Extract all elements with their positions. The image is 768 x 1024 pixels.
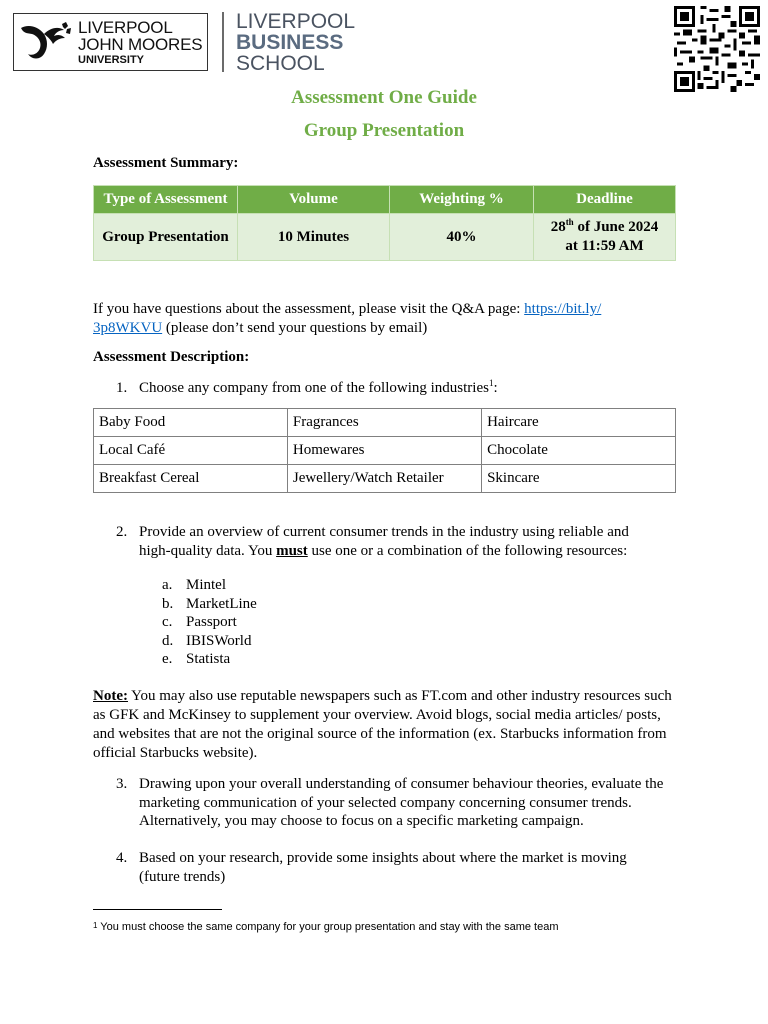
footnote-ref[interactable]: 1 — [488, 378, 494, 388]
item-text: Based on your research, provide some insights about where the market is moving (future trends) — [139, 850, 627, 885]
item-number: 2. — [116, 524, 128, 540]
assessment-weighting: 40% — [390, 214, 534, 261]
footnote — [93, 921, 559, 933]
logo-divider — [222, 12, 224, 72]
item-number: 1. — [116, 380, 128, 396]
deadline-time: at 11:59 AM — [565, 238, 644, 254]
list-item — [116, 775, 676, 831]
item-number: 3. — [116, 776, 128, 792]
assessment-volume: 10 Minutes — [238, 214, 390, 261]
resource-letter: c. — [162, 614, 173, 630]
resource-name: Passport — [186, 614, 237, 630]
item1-text: Choose any company from one of the following industries — [139, 380, 489, 396]
deadline-suffix: th — [565, 217, 574, 227]
table-row — [94, 214, 676, 261]
lbs-logo — [236, 11, 355, 74]
deadline-day: 28 — [550, 219, 566, 235]
footnote-divider — [93, 909, 222, 910]
table-row — [94, 465, 676, 493]
assessment-deadline — [534, 214, 676, 261]
page-title: Assessment One Guide — [291, 87, 477, 108]
lbs-line1: LIVERPOOL — [236, 10, 356, 33]
item2-post: use one or a combination of the following resources: — [307, 542, 628, 559]
qa-link-part1: https://bit.ly/ — [524, 301, 602, 317]
note-label: Note: — [93, 688, 128, 704]
industry-cell: Homewares — [287, 437, 481, 465]
resource-letter: e. — [162, 651, 173, 667]
summary-heading: Assessment Summary: — [93, 155, 239, 171]
table-row — [94, 437, 676, 465]
resource-name: Statista — [186, 651, 231, 667]
list-item — [116, 379, 676, 398]
ljmu-line3: UNIVERSITY — [78, 54, 145, 66]
footnote-number: 1 — [93, 921, 98, 930]
note-text: You may also use reputable newspapers such as FT.com and other industry resources such as GFK and McKinsey to supplement your overview. Avoid blogs, social media articles/ posts, and websites that are not the original source of the information (ex. Starbucks information from official Starbucks website). — [93, 688, 672, 761]
footnote-text: You must choose the same company for your group presentation and stay with the same team — [97, 921, 559, 933]
ljmu-line1: LIVERPOOL — [78, 18, 173, 37]
column-header: Volume — [238, 186, 390, 214]
assessment-type: Group Presentation — [94, 214, 238, 261]
item-text: Drawing upon your overall understanding of consumer behaviour theories, evaluate the marketing communication of your selected company concerning consumer trends. Alternatively, you may choose to focus on a specific marketing campaign. — [139, 776, 664, 829]
industry-cell: Baby Food — [94, 409, 288, 437]
qa-text-before: If you have questions about the assessment, please visit the Q&A page: — [93, 301, 525, 317]
note-paragraph — [93, 687, 679, 763]
item2-pre: high-quality data. You — [139, 542, 277, 559]
lbs-line3: SCHOOL — [236, 52, 325, 75]
ljmu-logo — [13, 13, 208, 71]
resource-letter: d. — [162, 632, 174, 649]
liver-bird-icon — [18, 20, 74, 64]
item2-must: must — [276, 542, 308, 559]
table-header-row — [94, 186, 676, 214]
table-row — [94, 409, 676, 437]
qa-link-part2: 3p8WKVU — [93, 320, 163, 336]
qr-code-icon[interactable] — [674, 6, 760, 92]
ljmu-line2: JOHN MOORES — [78, 35, 203, 54]
list-item — [116, 523, 676, 560]
column-header: Type of Assessment — [94, 186, 238, 214]
item-text — [139, 523, 676, 560]
description-heading: Assessment Description: — [93, 349, 250, 365]
industries-table — [93, 408, 676, 493]
industry-cell: Haircare — [482, 409, 676, 437]
qa-paragraph — [93, 300, 683, 338]
item1-end: : — [493, 380, 498, 396]
deadline-rest: of June 2024 — [573, 219, 659, 235]
resource-name: IBISWorld — [186, 632, 252, 649]
ljmu-wordmark — [78, 19, 202, 67]
column-header: Deadline — [534, 186, 676, 214]
industry-cell: Fragrances — [287, 409, 481, 437]
resource-letter: b. — [162, 595, 174, 612]
assessment-summary-table — [93, 185, 676, 261]
qa-text-after: (please don’t send your questions by email) — [162, 320, 428, 336]
industry-cell: Chocolate — [482, 437, 676, 465]
industry-cell: Breakfast Cereal — [94, 465, 288, 493]
industry-cell: Skincare — [482, 465, 676, 493]
lbs-line2: BUSINESS — [236, 31, 344, 54]
item2-line1: Provide an overview of current consumer trends in the industry using reliable and — [139, 524, 629, 540]
resource-name: MarketLine — [186, 595, 257, 612]
item-number: 4. — [116, 850, 128, 866]
industry-cell: Jewellery/Watch Retailer — [287, 465, 481, 493]
industry-cell: Local Café — [94, 437, 288, 465]
item-text — [139, 379, 676, 398]
resource-name: Mintel — [186, 577, 226, 593]
column-header: Weighting % — [390, 186, 534, 214]
page-subtitle: Group Presentation — [303, 120, 465, 141]
resource-letter: a. — [162, 577, 173, 593]
list-item — [116, 849, 676, 886]
